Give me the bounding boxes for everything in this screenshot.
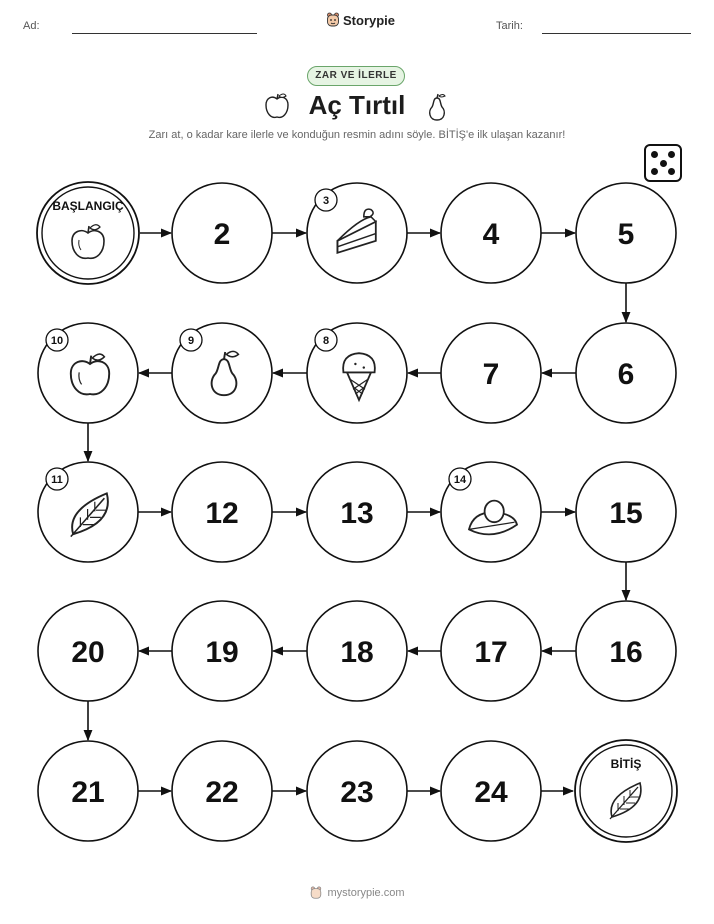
space-number: 2 xyxy=(213,218,231,251)
space-number: 22 xyxy=(205,776,239,809)
date-label: Tarih: xyxy=(496,20,523,32)
finish-space xyxy=(575,740,677,842)
brand-name: Storypie xyxy=(343,12,396,28)
board-space-22 xyxy=(172,741,272,841)
space-number-badge: 9 xyxy=(187,335,195,347)
space-number-badge: 14 xyxy=(453,474,467,486)
board-space-4 xyxy=(441,183,541,283)
start-space xyxy=(37,182,139,284)
board-space-14 xyxy=(441,462,541,562)
board-space-7 xyxy=(441,323,541,423)
space-number-badge: 3 xyxy=(322,195,330,207)
space-number: 7 xyxy=(482,358,500,391)
space-number: 5 xyxy=(617,218,635,251)
space-number: 12 xyxy=(205,497,239,530)
board-space-17 xyxy=(441,601,541,701)
board-space-12 xyxy=(172,462,272,562)
page-title: Aç Tırtıl xyxy=(308,90,406,120)
board-space-24 xyxy=(441,741,541,841)
activity-badge: ZAR VE İLERLE xyxy=(307,66,405,86)
board-space-23 xyxy=(307,741,407,841)
space-number-badge: 8 xyxy=(322,335,330,347)
space-number: 18 xyxy=(340,636,374,669)
space-number: 17 xyxy=(474,636,508,669)
instructions-text: Zarı at, o kadar kare ilerle ve konduğun resmin adını söyle. BİTİŞ'e ilk ulaşan kazanır! xyxy=(148,129,566,141)
space-number: 6 xyxy=(617,358,635,391)
space-number: 23 xyxy=(340,776,374,809)
space-number: 13 xyxy=(340,497,374,530)
space-number: 24 xyxy=(474,776,508,809)
footer xyxy=(0,886,714,900)
footer-url: mystorypie.com xyxy=(327,887,405,899)
space-number: 16 xyxy=(609,636,643,669)
board-space-5 xyxy=(576,183,676,283)
board-space-11 xyxy=(38,462,138,562)
space-number: 20 xyxy=(71,636,105,669)
space-label: BAŞLANGIÇ xyxy=(52,199,124,213)
space-number: 15 xyxy=(609,497,643,530)
space-label: BİTİŞ xyxy=(610,757,642,771)
board-space-15 xyxy=(576,462,676,562)
board-spaces xyxy=(37,182,677,842)
board-space-8 xyxy=(307,323,407,423)
space-number: 4 xyxy=(482,218,500,251)
board-space-18 xyxy=(307,601,407,701)
space-number: 19 xyxy=(205,636,239,669)
space-number: 21 xyxy=(71,776,105,809)
board-space-21 xyxy=(38,741,138,841)
board-space-3 xyxy=(307,183,407,283)
board-space-10 xyxy=(38,323,138,423)
board-space-19 xyxy=(172,601,272,701)
board-space-2 xyxy=(172,183,272,283)
board-space-20 xyxy=(38,601,138,701)
board-space-6 xyxy=(576,323,676,423)
board-space-9 xyxy=(172,323,272,423)
board-space-13 xyxy=(307,462,407,562)
board-space-16 xyxy=(576,601,676,701)
space-number-badge: 10 xyxy=(50,335,64,347)
storypie-mascot-icon xyxy=(309,886,323,900)
name-label: Ad: xyxy=(23,20,40,32)
space-number-badge: 11 xyxy=(51,474,63,486)
